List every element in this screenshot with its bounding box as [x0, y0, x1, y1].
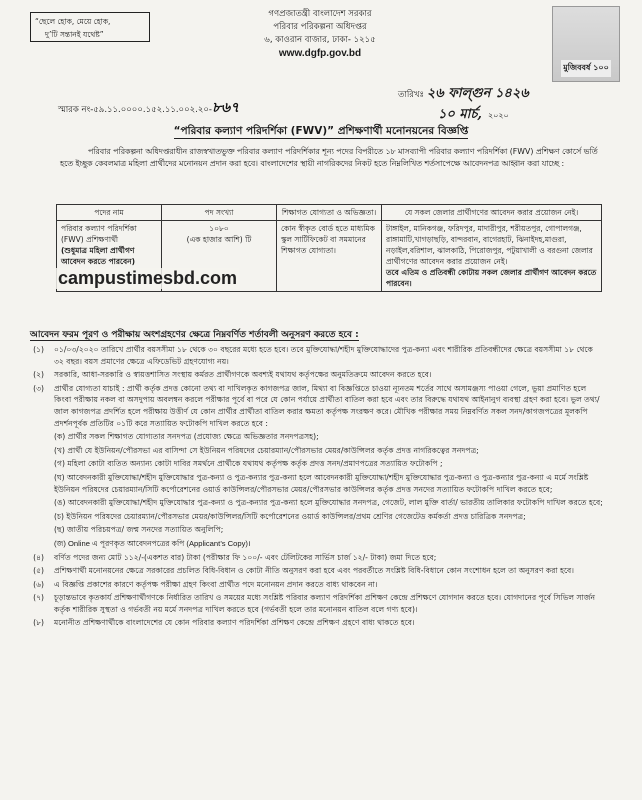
item-number: (২): [33, 370, 44, 380]
list-subitem: [54, 445, 604, 457]
list-subitem: [54, 431, 604, 443]
item-text: মনোনীত প্রশিক্ষণার্থীকে বাংলাদেশের যে কোন পরিবার কল্যাণ পরিদর্শিকা প্রশিক্ষণ কেন্দ্রে প্রশিক্ষণ গ্রহণে বাধ্য থাকতে হবে।: [54, 618, 415, 628]
item-number: (১): [33, 345, 44, 354]
memo-number: [58, 96, 239, 120]
table-header-row: [57, 205, 602, 221]
item-text: প্রশিক্ষণার্থী মনোনয়নের ক্ষেত্রে সরকারের প্রচলিত বিধি-বিধান ও কোটা নীতি অনুসরণ করা হবে এবং পরবর্তীতে সংশ্লিষ্ট বিধি-বিধানে কোন সংশোধন হলে তা অনুসরণ করা হবে।: [54, 566, 574, 576]
item-text: বর্ণিত পদের জন্য মোট ১১২/-(একশত বার) টাকা (পরীক্ষার ফি ১০০/- এবং টেলিটকের সার্ভিস চার্জ ১২/- টাকা) জমা দিতে হবে;: [54, 552, 437, 562]
list-subitem: [54, 458, 604, 470]
list-item: [33, 344, 604, 367]
notice-title-text: “পরিবার কল্যাণ পরিদর্শিকা (FWV)” প্রশিক্ষণার্থী মনোনয়নের বিজ্ঞপ্তি: [173, 125, 469, 137]
item-text: ০১/০৩/২০২০ তারিখে প্রার্থীর বয়সসীমা ১৮ থেকে ৩০ বছরের মধ্যে হতে হবে। তবে মুক্তিযোদ্ধা/শহীদ মুক্তিযোদ্ধাদের পুত্র-কন্যা এবং শারীরিক প্রতিবন্ধীদের ক্ষেত্রে বয়সসীমা ১৮ থেকে ৩২ বছর। বয়স প্রমাণের ক্ষেত্রে এফিডেভিট গ্রহণযোগ্য নয়।: [54, 345, 593, 366]
list-subitem: [54, 538, 604, 550]
watermark: campustimesbd.com: [58, 268, 238, 288]
conditions-heading: [30, 327, 359, 342]
list-item: [33, 617, 604, 629]
mujib-borsho-logo: [552, 6, 620, 82]
item-number: (৩): [33, 383, 44, 393]
item-text: সরকারি, আধা-সরকারি ও স্বায়ত্তশাসিত সংস্থায় কর্মরত প্রার্থীগণকে অবশ্যই যথাযথ কর্তৃপক্ষের অনুমতিক্রমে আবেদন করতে হবে।: [54, 370, 432, 380]
list-subitem: [54, 497, 604, 509]
item-number: (৬): [33, 579, 44, 589]
item-text: (ঙ) আবেদনকারী মুক্তিযোদ্ধা/শহীদ মুক্তিযোদ্ধার পুত্র-কন্যা ও পুত্র-কন্যার পুত্র-কন্যা হলে মুক্তিযোদ্ধার সনদপত্র, গেজেট, লাল মুক্তি বার্তা/ ভারতীয় তালিকার ফটোকপি দাখিল করতে হবে;: [54, 498, 603, 508]
date-year: ২০২০: [487, 111, 509, 120]
quota-note: তবে এতিম ও প্রতিবন্ধী কোটায় সকল জেলার প্রার্থীগণ আবেদন করতে পারবেন।: [386, 268, 597, 288]
item-text: (ছ) জাতীয় পরিচয়পত্র/ জন্ম সনদের সত্যায়িত অনুলিপি;: [54, 525, 224, 535]
item-text: (গ) মহিলা কোটা ব্যতিত অন্যান্য কোটা দাবির সমর্থনে প্রার্থীকে যথাযথ কর্তৃপক্ষ কর্তৃক প্রদত্ত সনদ/প্রমাণপত্রের সত্যায়িত ফটোকপি ;: [54, 459, 443, 469]
slogan-line: “ছেলে হোক, মেয়ে হোক,: [35, 17, 111, 26]
intro-paragraph: পরিবার পরিকল্পনা অধিদপ্তরাধীন রাজস্বখাতভুক্ত পরিবার কল্যাণ পরিদর্শিকার শূন্য পদের বিপরীতে ১৮ মাসব্যাপী পরিবার কল্যাণ পরিদর্শিকা (FWV) প্রশিক্ষণ কোর্সে ভর্তি হতে ইচ্ছুক কেবলমাত্র মহিলা প্রার্থীদের মনোনয়ন প্রদান করা হবে। বাংলাদেশের স্থায়ী নাগরিকদের নিকট হতে নিম্নলিখিত শর্তসাপেক্ষে আবেদনপত্র আহ্বান করা যাচ্ছে :: [60, 147, 598, 168]
post-count: ১০৮০: [209, 224, 229, 233]
list-item: [33, 579, 604, 591]
districts-cell: [382, 221, 602, 292]
list-item: [33, 592, 604, 615]
conditions-list: [33, 344, 604, 631]
table-header: পদের নাম: [57, 205, 162, 221]
slogan-box: [30, 12, 150, 42]
government-header: [200, 8, 440, 60]
list-item: [33, 552, 604, 564]
list-subitem: [54, 524, 604, 536]
post-note: (শুধুমাত্র মহিলা প্রার্থীগণ আবেদন করতে পারবেন): [61, 246, 136, 266]
item-number: (৫): [33, 566, 44, 576]
item-number: (৪): [33, 552, 44, 562]
qualification-cell: কোন স্বীকৃত বোর্ড হতে মাধ্যমিক স্কুল সার্টিফিকেট বা সমমানের শিক্ষাগত যোগ্যতা।: [277, 221, 382, 292]
post-name: পরিবার কল্যাণ পরিদর্শিকা (FWV) প্রশিক্ষণার্থী: [61, 224, 137, 244]
table-header: যে সকল জেলার প্রার্থীগণের আবেদন করার প্রয়োজন নেই।: [382, 205, 602, 221]
list-item: [33, 369, 604, 381]
table-header: পদ সংখ্যা: [162, 205, 277, 221]
item-text: এ বিজ্ঞপ্তি প্রকাশের কারণে কর্তৃপক্ষ পরীক্ষা গ্রহণ কিংবা প্রার্থীত পদে মনোনয়ন প্রদান করতে বাধ্য থাকবেন না।: [54, 579, 378, 589]
item-text: (ঘ) আবেদনকারী মুক্তিযোদ্ধা/শহীদ মুক্তিযোদ্ধার পুত্র-কন্যা ও পুত্র-কন্যার পুত্র-কন্যা হলে আবেদনকারী মুক্তিযোদ্ধা/শহীদ মুক্তিযোদ্ধার পুত্র-কন্যা ও পুত্র-কন্যার পুত্র-কন্যা এ মর্মে সংশ্লিষ্ট ইউনিয়ন পরিষদের চেয়ারম্যান/সিটি কর্পোরেশনের ওয়ার্ড কাউন্সিলর/পৌরসভার মেয়র/পৌরসভার কাউন্সিলর কর্তৃক প্রদত্ত সনদের সত্যায়িত ফটোকপি দাখিল করতে হবে;: [54, 472, 589, 494]
date-bangla: ২৬ ফাল্গুন ১৪২৬: [426, 86, 529, 101]
excluded-districts: টাঙ্গাইল, মানিকগঞ্জ, ফরিদপুর, মাদারীপুর, শরীয়তপুর, গোপালগঞ্জ, রাঙ্গামাটি,খাগড়াছড়ি, বান্দরবান, বাগেরহাট, ঝিনাইদহ,মাগুরা, নড়াইল,বরিশাল, ঝালকাঠি, পিরোজপুর, পটুয়াখালী ও বরগুনা জেলার প্রার্থীগণের আবেদন করার প্রয়োজন নেই।: [386, 224, 593, 266]
item-number: (৮): [33, 618, 44, 628]
date-block: [398, 84, 529, 126]
logo-label: মুজিববর্ষ ১০০: [561, 60, 611, 77]
list-subitem: [54, 472, 604, 495]
item-text: চূড়ান্তভাবে কৃতকার্য প্রশিক্ষণার্থীগণকে নির্ধারিত তারিখ ও সময়ের মধ্যে সংশ্লিষ্ট পরিবার কল্যাণ পরিদর্শিকা প্রশিক্ষণ কেন্দ্রে প্রশিক্ষণে যোগদান করতে হবে। যোগদানের পূর্বে সিভিল সার্জন কর্তৃক শারীরিক সুস্থতা ও গর্ভবতী নয় মর্মে সনদপত্র দাখিল করতে হবে (গর্ভবতী হলে তার মনোনয়ন বাতিল বলে গণ্য হবে)।: [54, 593, 596, 614]
department-name: পরিবার পরিকল্পনা অধিদপ্তর: [273, 22, 367, 32]
item-text: (জ) Online এ পূরণকৃত আবেদনপত্রের কপি (Applicant’s Copy)।: [54, 538, 251, 548]
website-link[interactable]: www.dgfp.gov.bd: [278, 48, 362, 59]
office-address: ৬, কাওরান বাজার, ঢাকা- ১২১৫: [264, 35, 376, 45]
item-text: প্রার্থীর যোগ্যতা যাচাই : প্রার্থী কর্তৃক প্রদত্ত কোনো তথ্য বা দাখিলকৃত কাগজপত্র জাল, মিথ্যা বা বিজ্ঞপ্তিতে চাওয়া ন্যূনতম শর্তের সাথে অসামঞ্জস্য পাওয়া গেলে, ভুয়া প্রমাণিত হলে কিংবা পরীক্ষায় নকল বা অসদুপায় অবলম্বন করলে পরীক্ষার পূর্বে বা পরে যে কোন পর্যায়ে প্রার্থীতা বাতিল করা হবে এবং তার বিরুদ্ধে যথাযথ আইনানুগ ব্যবস্থা গ্রহণ করা হবে। ভুল তথ্য/ জাল কাগজপত্র প্রদর্শিত হলে পরীক্ষায় উত্তীর্ণ যে কোন প্রার্থীর প্রার্থীতা বাতিল করার ক্ষমতা কর্তৃপক্ষ সংরক্ষণ করে। মৌখিক পরীক্ষার সময় নিম্নবর্ণিত সকল সনদ/কাগজপত্রের মূলকপি প্রদর্শনপূর্বক প্রতিটির ০১টি করে সত্যায়িত ফটোকপি দাখিল করতে হবে :: [54, 383, 600, 428]
item-number: (৭): [33, 593, 44, 603]
list-item: [33, 565, 604, 577]
list-item: [33, 383, 604, 429]
item-text: (চ) ইউনিয়ন পরিষদের চেয়ারম্যান/পৌরসভার মেয়র/কাউন্সিলর/সিটি কর্পোরেশনের ওয়ার্ড কাউন্সিলর/প্রথম শ্রেণির গেজেটেড কর্মকর্তা প্রদত্ত চারিত্রিক সনদপত্র;: [54, 511, 526, 521]
notice-title: [0, 124, 642, 141]
date-gregorian: ১০ মার্চ,: [438, 107, 482, 122]
table-header: শিক্ষাগত যোগ্যতা ও অভিজ্ঞতা।: [277, 205, 382, 221]
conditions-heading-text: আবেদন ফরম পূরণ ও পরীক্ষায় অংশগ্রহণের ক্ষেত্রে নিম্নবর্ণিত শর্তাবলী অনুসরণ করতে হবে :: [30, 330, 359, 340]
item-text: (ক) প্রার্থীর সকল শিক্ষাগত যোগ্যতার সনদপত্র (প্রযোজ্য ক্ষেত্রে অভিজ্ঞতার সনদপত্রসহ);: [54, 432, 319, 442]
memo-handwritten-number: ৮৬৭: [211, 100, 240, 116]
government-name: গণপ্রজাতন্ত্রী বাংলাদেশ সরকার: [268, 9, 372, 19]
slogan-line: দু’টি সন্তানই যথেষ্ট”: [45, 30, 104, 39]
memo-prefix: স্মারক নং-৫৯.১১.০০০০.১৫২.১১.০০২.২০-: [58, 105, 212, 115]
date-label: তারিখঃ: [398, 90, 425, 100]
item-text: (খ) প্রার্থী যে ইউনিয়ন/পৌরসভা এর বাসিন্দা সে ইউনিয়ন পরিষদের চেয়ারম্যান/পৌরসভার মেয়র/কাউন্সিলর কর্তৃক প্রদত্ত নাগরিকত্বের সনদপত্র;: [54, 445, 479, 455]
list-subitem: [54, 511, 604, 523]
post-count-words: (এক হাজার আশি) টি: [186, 235, 252, 244]
